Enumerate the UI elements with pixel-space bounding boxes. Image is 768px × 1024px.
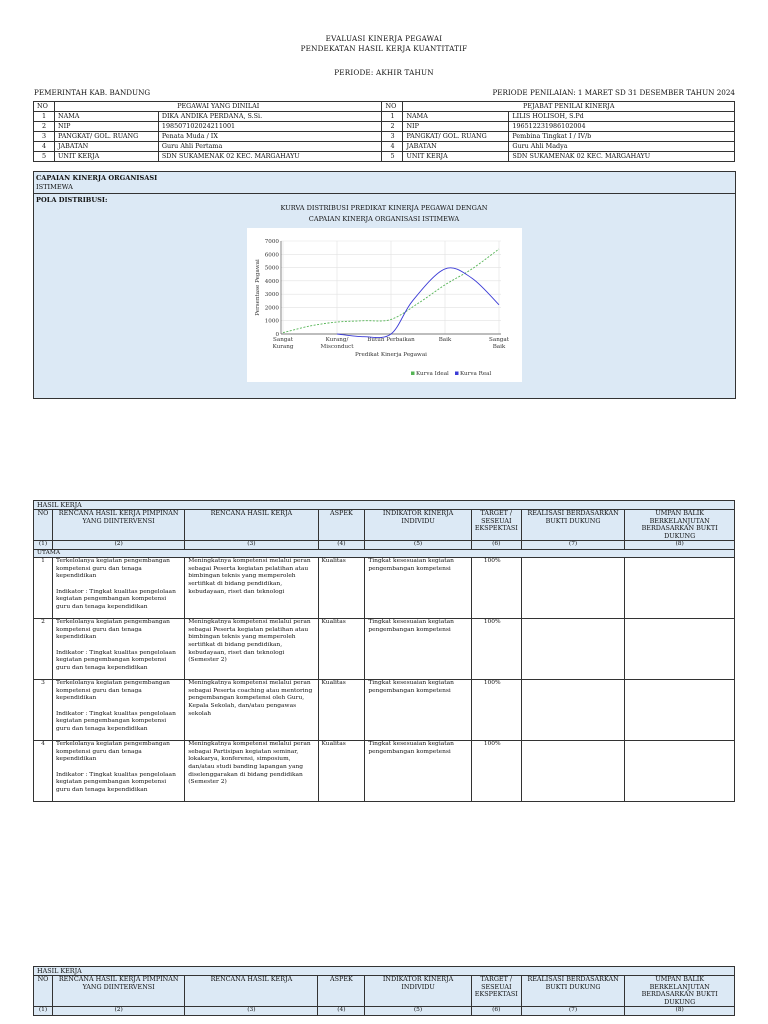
no-header: NO bbox=[382, 102, 403, 112]
row-no: 1 bbox=[34, 112, 55, 122]
colnum: (1) bbox=[34, 541, 53, 550]
colnum: (8) bbox=[625, 541, 735, 550]
rhk-pimpinan-cell bbox=[52, 558, 184, 619]
col-target-header: TARGET / SESEUAI EKSPEKTASI bbox=[471, 976, 521, 1007]
indikator-cell: Tingkat kesesuaian kegiatan pengembangan kompetensi bbox=[365, 741, 471, 802]
rhk-pimpinan-cell bbox=[52, 619, 184, 680]
employee-table-header bbox=[34, 102, 735, 112]
table-row bbox=[34, 142, 735, 152]
table-row bbox=[34, 122, 735, 132]
indikator-cell: Tingkat kesesuaian kegiatan pengembangan kompetensi bbox=[365, 619, 471, 680]
col-no-header: NO bbox=[34, 510, 53, 541]
row-no: 1 bbox=[382, 112, 403, 122]
legend-swatch bbox=[455, 372, 459, 376]
capaian-value: ISTIMEWA bbox=[36, 183, 73, 191]
penilai-unit: SDN SUKAMENAK 02 KEC. MARGAHAYU bbox=[509, 152, 735, 162]
rhk-pimpinan-cell bbox=[52, 741, 184, 802]
colnum: (7) bbox=[521, 1007, 625, 1016]
rhk-cell: Meningkatnya kompetensi melalui peran sebagai Peserta kegiatan pelatihan atau bimbingan teknis yang memperoleh sertifikat di bidang pendidikan, kebudayaan, riset dan teknologi bbox=[185, 558, 318, 619]
target-cell: 100% bbox=[471, 741, 521, 802]
col-indikator-header: INDIKATOR KINERJA INDIVIDU bbox=[365, 510, 471, 541]
aspek-cell: Kualitas bbox=[318, 680, 365, 741]
realisasi-cell bbox=[521, 680, 625, 741]
umpan-cell bbox=[625, 558, 735, 619]
indikator-cell: Tingkat kesesuaian kegiatan pengembangan kompetensi bbox=[365, 558, 471, 619]
row-no: 5 bbox=[382, 152, 403, 162]
y-tick-label: 1000 bbox=[264, 318, 279, 325]
chart-background bbox=[247, 228, 522, 382]
row-label: NIP bbox=[54, 122, 158, 132]
row-label: UNIT KERJA bbox=[54, 152, 158, 162]
table-row bbox=[34, 619, 735, 680]
hasil-kerja-header-row bbox=[34, 510, 735, 541]
aspek-cell: Kualitas bbox=[318, 558, 365, 619]
colnum: (7) bbox=[521, 541, 625, 550]
colnum: (5) bbox=[365, 541, 471, 550]
table-row bbox=[34, 112, 735, 122]
pegawai-unit: SDN SUKAMENAK 02 KEC. MARGAHAYU bbox=[158, 152, 382, 162]
aspek-cell: Kualitas bbox=[318, 741, 365, 802]
row-no: 3 bbox=[34, 680, 53, 741]
col-rhk-header: RENCANA HASIL KERJA bbox=[185, 510, 318, 541]
x-tick-label: Sangat bbox=[273, 337, 293, 343]
periode-penilaian: PERIODE PENILAIAN: 1 MARET SD 31 DESEMBER TAHUN 2024 bbox=[492, 88, 735, 97]
y-tick-label: 0 bbox=[275, 332, 279, 338]
row-no: 1 bbox=[34, 558, 53, 619]
colnum: (6) bbox=[471, 1007, 521, 1016]
row-no: 3 bbox=[34, 132, 55, 142]
penilai-pangkat: Pembina Tingkat I / IV/b bbox=[509, 132, 735, 142]
row-label: JABATAN bbox=[54, 142, 158, 152]
colnum: (1) bbox=[34, 1007, 53, 1016]
row-label: UNIT KERJA bbox=[403, 152, 509, 162]
row-no: 3 bbox=[382, 132, 403, 142]
row-no: 4 bbox=[382, 142, 403, 152]
realisasi-cell bbox=[521, 619, 625, 680]
colnum: (5) bbox=[365, 1007, 471, 1016]
col-umpan-header: UMPAN BALIK BERKELANJUTAN BERDASARKAN BUKTI DUKUNG bbox=[625, 510, 735, 541]
pegawai-jabatan: Guru Ahli Pertama bbox=[158, 142, 382, 152]
row-label: PANGKAT/ GOL. RUANG bbox=[403, 132, 509, 142]
hasil-kerja-label: HASIL KERJA bbox=[34, 501, 735, 510]
colnum: (3) bbox=[185, 1007, 318, 1016]
penilai-header: PEJABAT PENILAI KINERJA bbox=[403, 102, 735, 112]
instansi-label: PEMERINTAH KAB. BANDUNG bbox=[34, 88, 151, 97]
x-tick-label: Baik bbox=[492, 344, 506, 350]
target-cell: 100% bbox=[471, 619, 521, 680]
umpan-cell bbox=[625, 680, 735, 741]
hasil-kerja-table-page2 bbox=[33, 966, 735, 1016]
legend-label: Kurva Real bbox=[460, 371, 492, 377]
row-no: 4 bbox=[34, 741, 53, 802]
colnum: (2) bbox=[52, 541, 184, 550]
row-label: NAMA bbox=[403, 112, 509, 122]
chart-title-1: KURVA DISTRIBUSI PREDIKAT KINERJA PEGAWAI DENGAN bbox=[280, 204, 488, 212]
x-tick-label: Butuh Perbaikan bbox=[367, 337, 415, 343]
row-label: PANGKAT/ GOL. RUANG bbox=[54, 132, 158, 142]
doc-periode: PERIODE: AKHIR TAHUN bbox=[334, 68, 434, 77]
col-target-header: TARGET / SESEUAI EKSPEKTASI bbox=[471, 510, 521, 541]
colnum: (6) bbox=[471, 541, 521, 550]
rhk-pimpinan-text: Terkelolanya kegiatan pengembangan kompetensi guru dan tenaga kependidikan bbox=[55, 680, 170, 702]
y-tick-label: 2000 bbox=[264, 305, 279, 312]
y-tick-label: 3000 bbox=[264, 292, 279, 299]
x-tick-label: Kurang bbox=[272, 344, 294, 350]
employee-info-table bbox=[33, 101, 735, 162]
x-tick-label: Misconduct bbox=[320, 344, 354, 350]
colnum: (4) bbox=[318, 541, 365, 550]
col-rhk-pimpinan-header: RENCANA HASIL KERJA PIMPINAN YANG DIINTERVENSI bbox=[52, 976, 184, 1007]
pola-label: POLA DISTRIBUSI: bbox=[36, 196, 108, 204]
section-utama: UTAMA bbox=[34, 549, 735, 558]
rhk-pimpinan-text: Terkelolanya kegiatan pengembangan kompetensi guru dan tenaga kependidikan bbox=[55, 558, 170, 580]
y-tick-label: 5000 bbox=[264, 265, 279, 272]
y-tick-label: 6000 bbox=[264, 252, 279, 259]
target-cell: 100% bbox=[471, 680, 521, 741]
col-aspek-header: ASPEK bbox=[318, 510, 365, 541]
capaian-section bbox=[33, 171, 736, 194]
y-tick-label: 4000 bbox=[264, 278, 279, 285]
target-cell: 100% bbox=[471, 558, 521, 619]
rhk-cell: Meningkatnya kompetensi melalui peran sebagai Partisipan kegiatan seminar, lokakarya, konferensi, simposium, dan/atau studi banding lapangan yang diselenggarakan di bidang pendidikan (Semester 2) bbox=[185, 741, 318, 802]
y-axis-label: Persentase Pegawai bbox=[255, 259, 261, 316]
col-rhk-header: RENCANA HASIL KERJA bbox=[185, 976, 318, 1007]
y-tick-label: 7000 bbox=[264, 239, 279, 245]
colnum: (8) bbox=[625, 1007, 735, 1016]
rhk-pimpinan-indikator: Indikator : Tingkat kualitas pengelolaan kegiatan pengembangan kompetensi guru dan tenaga kependidikan bbox=[55, 649, 176, 671]
col-umpan-header: UMPAN BALIK BERKELANJUTAN BERDASARKAN BUKTI DUKUNG bbox=[625, 976, 735, 1007]
rhk-cell: Meningkatnya kompetensi melalui peran sebagai Peserta coaching atau mentoring pengembangan kompetensi oleh Guru, Kepala Sekolah, dan/atau pengawas sekolah bbox=[185, 680, 318, 741]
chart-title-2: CAPAIAN KINERJA ORGANISASI ISTIMEWA bbox=[308, 215, 460, 223]
rhk-pimpinan-text: Terkelolanya kegiatan pengembangan kompetensi guru dan tenaga kependidikan bbox=[55, 741, 170, 763]
row-no: 2 bbox=[34, 122, 55, 132]
doc-title-2: PENDEKATAN HASIL KERJA KUANTITATIF bbox=[300, 44, 468, 53]
pegawai-nama: DIKA ANDIKA PERDANA, S.Si. bbox=[158, 112, 382, 122]
rhk-pimpinan-text: Terkelolanya kegiatan pengembangan kompetensi guru dan tenaga kependidikan bbox=[55, 619, 170, 641]
hasil-kerja-header-row bbox=[34, 976, 735, 1007]
rhk-cell: Meningkatnya kompetensi melalui peran sebagai Peserta kegiatan pelatihan atau bimbingan teknis yang memperoleh sertifikat di bidang pendidikan, kebudayaan, riset dan teknologi (Semester 2) bbox=[185, 619, 318, 680]
distribution-chart bbox=[247, 228, 522, 382]
x-axis-label: Predikat Kinerja Pegawai bbox=[355, 352, 427, 358]
penilai-nip: 196512231986102004 bbox=[509, 122, 735, 132]
col-rhk-pimpinan-header: RENCANA HASIL KERJA PIMPINAN YANG DIINTERVENSI bbox=[52, 510, 184, 541]
x-tick-label: Sangat bbox=[489, 337, 509, 343]
hasil-kerja-table bbox=[33, 500, 735, 802]
column-number-row bbox=[34, 541, 735, 550]
aspek-cell: Kualitas bbox=[318, 619, 365, 680]
indikator-cell: Tingkat kesesuaian kegiatan pengembangan kompetensi bbox=[365, 680, 471, 741]
pegawai-header: PEGAWAI YANG DINILAI bbox=[54, 102, 382, 112]
umpan-cell bbox=[625, 619, 735, 680]
realisasi-cell bbox=[521, 558, 625, 619]
col-realisasi-header: REALISASI BERDASARKAN BUKTI DUKUNG bbox=[521, 510, 625, 541]
colnum: (4) bbox=[318, 1007, 365, 1016]
rhk-pimpinan-cell bbox=[52, 680, 184, 741]
row-no: 2 bbox=[382, 122, 403, 132]
legend-label: Kurva Ideal bbox=[416, 371, 449, 377]
col-aspek-header: ASPEK bbox=[318, 976, 365, 1007]
umpan-cell bbox=[625, 741, 735, 802]
penilai-nama: LILIS HOLISOH, S.Pd bbox=[509, 112, 735, 122]
column-number-row bbox=[34, 1007, 735, 1016]
no-header: NO bbox=[34, 102, 55, 112]
rhk-pimpinan-indikator: Indikator : Tingkat kualitas pengelolaan kegiatan pengembangan kompetensi guru dan tenaga kependidikan bbox=[55, 588, 176, 610]
row-label: NAMA bbox=[54, 112, 158, 122]
table-row bbox=[34, 741, 735, 802]
x-tick-label: Kurang/ bbox=[325, 337, 349, 343]
col-no-header: NO bbox=[34, 976, 53, 1007]
table-row bbox=[34, 152, 735, 162]
row-no: 5 bbox=[34, 152, 55, 162]
colnum: (3) bbox=[185, 541, 318, 550]
pegawai-nip: 198507102024211001 bbox=[158, 122, 382, 132]
row-label: JABATAN bbox=[403, 142, 509, 152]
row-no: 4 bbox=[34, 142, 55, 152]
row-no: 2 bbox=[34, 619, 53, 680]
col-indikator-header: INDIKATOR KINERJA INDIVIDU bbox=[365, 976, 471, 1007]
x-tick-label: Baik bbox=[438, 337, 452, 343]
table-row bbox=[34, 558, 735, 619]
row-label: NIP bbox=[403, 122, 509, 132]
penilai-jabatan: Guru Ahli Madya bbox=[509, 142, 735, 152]
rhk-pimpinan-indikator: Indikator : Tingkat kualitas pengelolaan kegiatan pengembangan kompetensi guru dan tenaga kependidikan bbox=[55, 710, 176, 732]
col-realisasi-header: REALISASI BERDASARKAN BUKTI DUKUNG bbox=[521, 976, 625, 1007]
pegawai-pangkat: Penata Muda / IX bbox=[158, 132, 382, 142]
table-row bbox=[34, 132, 735, 142]
rhk-pimpinan-indikator: Indikator : Tingkat kualitas pengelolaan kegiatan pengembangan kompetensi guru dan tenaga kependidikan bbox=[55, 771, 176, 793]
hasil-kerja-label: HASIL KERJA bbox=[34, 967, 735, 976]
colnum: (2) bbox=[52, 1007, 184, 1016]
capaian-label: CAPAIAN KINERJA ORGANISASI bbox=[36, 174, 158, 182]
legend-swatch bbox=[411, 372, 415, 376]
table-row bbox=[34, 680, 735, 741]
realisasi-cell bbox=[521, 741, 625, 802]
doc-title-1: EVALUASI KINERJA PEGAWAI bbox=[325, 34, 443, 43]
